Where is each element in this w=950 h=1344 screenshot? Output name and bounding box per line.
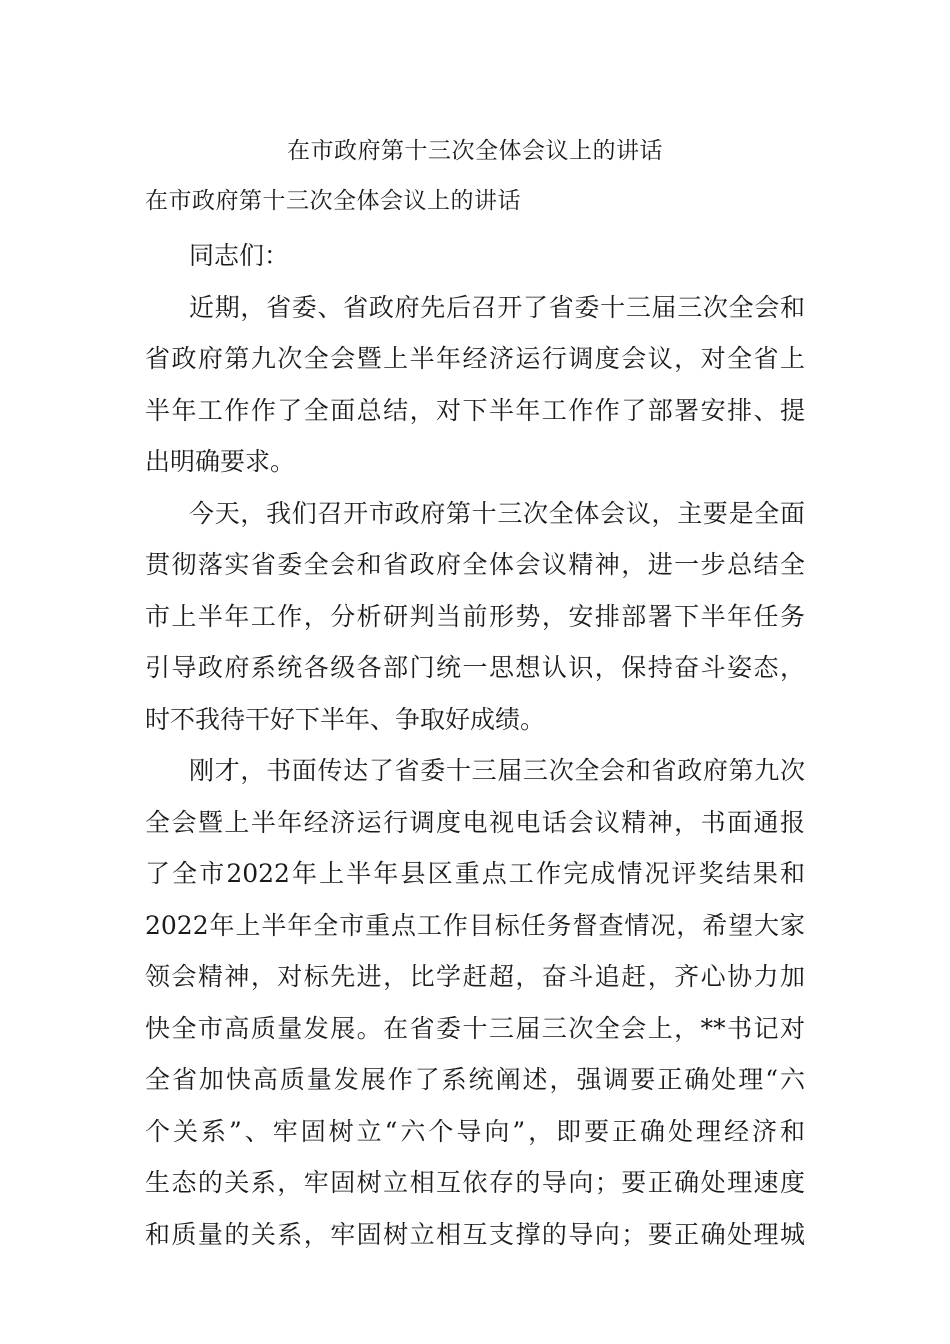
paragraph-line: 了全市2022年上半年县区重点工作完成情况评奖结果和	[145, 859, 805, 888]
paragraph-line: 时不我待干好下半年、争取好成绩。	[145, 704, 546, 734]
paragraph-line: 个关系”、牢固树立“六个导向”，即要正确处理经济和	[145, 1116, 805, 1146]
paragraph-line: 快全市高质量发展。在省委十三届三次全会上，**书记对	[145, 1013, 805, 1043]
document-body	[145, 230, 805, 1260]
paragraph-line: 刚才，书面传达了省委十三届三次全会和省政府第九次	[189, 756, 805, 785]
paragraph-line: 生态的关系，牢固树立相互依存的导向；要正确处理速度	[145, 1168, 805, 1197]
paragraph-line: 贯彻落实省委全会和省政府全体会议精神，进一步总结全	[145, 550, 805, 579]
paragraph-line: 省政府第九次全会暨上半年经济运行调度会议，对全省上	[145, 344, 805, 373]
paragraph-line: 和质量的关系，牢固树立相互支撑的导向；要正确处理城	[145, 1219, 805, 1249]
paragraph-line: 引导政府系统各级各部门统一思想认识，保持奋斗姿态，	[145, 653, 805, 682]
paragraph-line: 2022年上半年全市重点工作目标任务督查情况，希望大家	[145, 910, 805, 940]
paragraph-line: 全会暨上半年经济运行调度电视电话会议精神，书面通报	[145, 807, 805, 837]
paragraph-line: 全省加快高质量发展作了系统阐述，强调要正确处理“六	[145, 1065, 805, 1094]
paragraph-line: 近期，省委、省政府先后召开了省委十三届三次全会和	[189, 292, 805, 322]
paragraph-line: 今天，我们召开市政府第十三次全体会议，主要是全面	[189, 498, 805, 528]
paragraph-line: 领会精神，对标先进，比学赶超，奋斗追赶，齐心协力加	[145, 962, 805, 991]
document-subtitle: 在市政府第十三次全体会议上的讲话	[145, 188, 521, 214]
salutation-line: 同志们：	[189, 241, 290, 270]
paragraph-line: 出明确要求。	[145, 447, 296, 476]
paragraph-line: 半年工作作了全面总结，对下半年工作作了部署安排、提	[145, 395, 805, 425]
document-title: 在市政府第十三次全体会议上的讲话	[287, 138, 663, 164]
paragraph-line: 市上半年工作，分析研判当前形势，安排部署下半年任务	[145, 601, 805, 631]
